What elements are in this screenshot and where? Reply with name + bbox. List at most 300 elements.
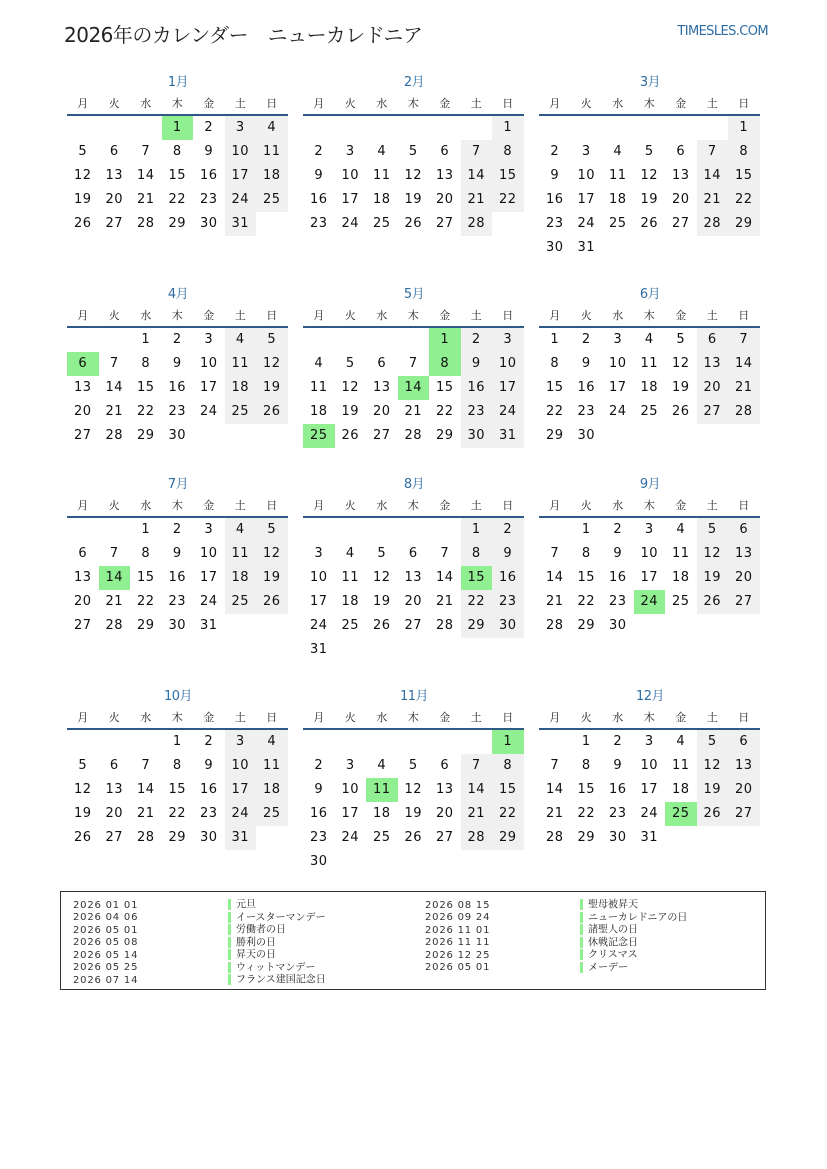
day-cell[interactable]: 23 bbox=[461, 400, 493, 424]
day-cell[interactable]: 3 bbox=[314, 546, 324, 561]
day-cell[interactable]: 26 bbox=[697, 802, 729, 826]
day-cell[interactable]: 21 bbox=[545, 594, 564, 609]
day-cell[interactable]: 8 bbox=[141, 546, 151, 561]
day-cell[interactable]: 28 bbox=[545, 830, 564, 845]
day-cell[interactable]: 29 bbox=[136, 428, 155, 443]
day-cell[interactable]: 6 bbox=[440, 758, 450, 773]
day-cell[interactable]: 30 bbox=[309, 854, 328, 869]
day-cell[interactable]: 29 bbox=[577, 830, 596, 845]
day-cell[interactable]: 30 bbox=[545, 240, 564, 255]
day-cell[interactable]: 14 bbox=[435, 570, 454, 585]
day-cell[interactable]: 15 bbox=[136, 380, 155, 395]
holiday-day-cell[interactable]: 15 bbox=[461, 566, 493, 590]
day-cell[interactable]: 1 bbox=[461, 518, 493, 542]
day-cell[interactable]: 26 bbox=[256, 400, 288, 424]
day-cell[interactable]: 5 bbox=[676, 332, 686, 347]
day-cell[interactable]: 19 bbox=[697, 566, 729, 590]
day-cell[interactable]: 23 bbox=[608, 594, 627, 609]
day-cell[interactable]: 25 bbox=[372, 216, 391, 231]
day-cell[interactable]: 4 bbox=[377, 758, 387, 773]
day-cell[interactable]: 31 bbox=[225, 212, 257, 236]
day-cell[interactable]: 26 bbox=[73, 830, 92, 845]
day-cell[interactable]: 8 bbox=[581, 758, 591, 773]
day-cell[interactable]: 5 bbox=[697, 518, 729, 542]
day-cell[interactable]: 27 bbox=[404, 618, 423, 633]
day-cell[interactable]: 19 bbox=[697, 778, 729, 802]
day-cell[interactable]: 28 bbox=[136, 830, 155, 845]
day-cell[interactable]: 18 bbox=[256, 778, 288, 802]
day-cell[interactable]: 26 bbox=[671, 404, 690, 419]
day-cell[interactable]: 22 bbox=[545, 404, 564, 419]
day-cell[interactable]: 16 bbox=[168, 570, 187, 585]
day-cell[interactable]: 8 bbox=[728, 140, 760, 164]
day-cell[interactable]: 11 bbox=[671, 546, 690, 561]
day-cell[interactable]: 28 bbox=[404, 428, 423, 443]
day-cell[interactable]: 27 bbox=[105, 830, 124, 845]
day-cell[interactable]: 26 bbox=[697, 590, 729, 614]
holiday-day-cell[interactable]: 11 bbox=[366, 778, 398, 802]
day-cell[interactable]: 2 bbox=[613, 734, 623, 749]
day-cell[interactable]: 9 bbox=[581, 356, 591, 371]
day-cell[interactable]: 20 bbox=[372, 404, 391, 419]
day-cell[interactable]: 14 bbox=[136, 782, 155, 797]
day-cell[interactable]: 16 bbox=[492, 566, 524, 590]
day-cell[interactable]: 4 bbox=[644, 332, 654, 347]
day-cell[interactable]: 1 bbox=[581, 522, 591, 537]
day-cell[interactable]: 31 bbox=[199, 618, 218, 633]
day-cell[interactable]: 29 bbox=[728, 212, 760, 236]
day-cell[interactable]: 19 bbox=[404, 192, 423, 207]
day-cell[interactable]: 1 bbox=[550, 332, 560, 347]
day-cell[interactable]: 4 bbox=[345, 546, 355, 561]
day-cell[interactable]: 13 bbox=[671, 168, 690, 183]
day-cell[interactable]: 9 bbox=[461, 352, 493, 376]
day-cell[interactable]: 27 bbox=[73, 618, 92, 633]
day-cell[interactable]: 27 bbox=[105, 216, 124, 231]
day-cell[interactable]: 23 bbox=[168, 404, 187, 419]
day-cell[interactable]: 7 bbox=[109, 546, 119, 561]
day-cell[interactable]: 20 bbox=[435, 806, 454, 821]
day-cell[interactable]: 16 bbox=[577, 380, 596, 395]
day-cell[interactable]: 23 bbox=[199, 192, 218, 207]
day-cell[interactable]: 22 bbox=[492, 802, 524, 826]
day-cell[interactable]: 8 bbox=[550, 356, 560, 371]
day-cell[interactable]: 19 bbox=[256, 376, 288, 400]
day-cell[interactable]: 20 bbox=[73, 594, 92, 609]
day-cell[interactable]: 23 bbox=[577, 404, 596, 419]
day-cell[interactable]: 30 bbox=[199, 830, 218, 845]
day-cell[interactable]: 13 bbox=[435, 168, 454, 183]
day-cell[interactable]: 6 bbox=[78, 546, 88, 561]
day-cell[interactable]: 10 bbox=[577, 168, 596, 183]
day-cell[interactable]: 7 bbox=[728, 328, 760, 352]
day-cell[interactable]: 10 bbox=[608, 356, 627, 371]
day-cell[interactable]: 6 bbox=[377, 356, 387, 371]
day-cell[interactable]: 9 bbox=[204, 758, 214, 773]
day-cell[interactable]: 30 bbox=[608, 618, 627, 633]
day-cell[interactable]: 26 bbox=[404, 216, 423, 231]
day-cell[interactable]: 21 bbox=[105, 404, 124, 419]
day-cell[interactable]: 10 bbox=[640, 758, 659, 773]
day-cell[interactable]: 17 bbox=[492, 376, 524, 400]
day-cell[interactable]: 6 bbox=[440, 144, 450, 159]
day-cell[interactable]: 20 bbox=[697, 376, 729, 400]
day-cell[interactable]: 8 bbox=[581, 546, 591, 561]
day-cell[interactable]: 7 bbox=[461, 754, 493, 778]
day-cell[interactable]: 15 bbox=[728, 164, 760, 188]
day-cell[interactable]: 1 bbox=[581, 734, 591, 749]
day-cell[interactable]: 18 bbox=[640, 380, 659, 395]
day-cell[interactable]: 3 bbox=[613, 332, 623, 347]
day-cell[interactable]: 9 bbox=[492, 542, 524, 566]
day-cell[interactable]: 21 bbox=[136, 806, 155, 821]
day-cell[interactable]: 24 bbox=[341, 216, 360, 231]
day-cell[interactable]: 29 bbox=[461, 614, 493, 638]
day-cell[interactable]: 16 bbox=[309, 192, 328, 207]
day-cell[interactable]: 5 bbox=[377, 546, 387, 561]
holiday-day-cell[interactable]: 1 bbox=[162, 116, 194, 140]
day-cell[interactable]: 9 bbox=[204, 144, 214, 159]
day-cell[interactable]: 15 bbox=[168, 168, 187, 183]
day-cell[interactable]: 27 bbox=[435, 830, 454, 845]
day-cell[interactable]: 12 bbox=[73, 168, 92, 183]
day-cell[interactable]: 12 bbox=[256, 352, 288, 376]
holiday-day-cell[interactable]: 25 bbox=[303, 424, 335, 448]
day-cell[interactable]: 5 bbox=[408, 758, 418, 773]
day-cell[interactable]: 16 bbox=[461, 376, 493, 400]
day-cell[interactable]: 15 bbox=[435, 380, 454, 395]
day-cell[interactable]: 11 bbox=[256, 754, 288, 778]
day-cell[interactable]: 27 bbox=[671, 216, 690, 231]
day-cell[interactable]: 22 bbox=[435, 404, 454, 419]
day-cell[interactable]: 26 bbox=[404, 830, 423, 845]
day-cell[interactable]: 15 bbox=[492, 164, 524, 188]
day-cell[interactable]: 14 bbox=[545, 782, 564, 797]
day-cell[interactable]: 14 bbox=[461, 778, 493, 802]
day-cell[interactable]: 4 bbox=[314, 356, 324, 371]
day-cell[interactable]: 7 bbox=[697, 140, 729, 164]
day-cell[interactable]: 15 bbox=[577, 782, 596, 797]
day-cell[interactable]: 16 bbox=[168, 380, 187, 395]
day-cell[interactable]: 4 bbox=[676, 734, 686, 749]
day-cell[interactable]: 18 bbox=[608, 192, 627, 207]
day-cell[interactable]: 10 bbox=[640, 546, 659, 561]
day-cell[interactable]: 21 bbox=[105, 594, 124, 609]
day-cell[interactable]: 31 bbox=[309, 642, 328, 657]
day-cell[interactable]: 10 bbox=[199, 356, 218, 371]
day-cell[interactable]: 19 bbox=[372, 594, 391, 609]
day-cell[interactable]: 29 bbox=[492, 826, 524, 850]
day-cell[interactable]: 9 bbox=[314, 168, 324, 183]
day-cell[interactable]: 11 bbox=[225, 542, 257, 566]
day-cell[interactable]: 28 bbox=[105, 428, 124, 443]
day-cell[interactable]: 14 bbox=[105, 380, 124, 395]
day-cell[interactable]: 15 bbox=[168, 782, 187, 797]
day-cell[interactable]: 25 bbox=[341, 618, 360, 633]
day-cell[interactable]: 12 bbox=[404, 782, 423, 797]
day-cell[interactable]: 10 bbox=[199, 546, 218, 561]
day-cell[interactable]: 17 bbox=[640, 782, 659, 797]
day-cell[interactable]: 6 bbox=[697, 328, 729, 352]
day-cell[interactable]: 28 bbox=[545, 618, 564, 633]
day-cell[interactable]: 17 bbox=[199, 570, 218, 585]
day-cell[interactable]: 18 bbox=[372, 192, 391, 207]
day-cell[interactable]: 14 bbox=[136, 168, 155, 183]
day-cell[interactable]: 19 bbox=[256, 566, 288, 590]
day-cell[interactable]: 21 bbox=[728, 376, 760, 400]
day-cell[interactable]: 2 bbox=[204, 120, 214, 135]
day-cell[interactable]: 21 bbox=[545, 806, 564, 821]
day-cell[interactable]: 12 bbox=[73, 782, 92, 797]
day-cell[interactable]: 12 bbox=[697, 542, 729, 566]
day-cell[interactable]: 25 bbox=[372, 830, 391, 845]
day-cell[interactable]: 4 bbox=[256, 730, 288, 754]
day-cell[interactable]: 28 bbox=[105, 618, 124, 633]
day-cell[interactable]: 5 bbox=[345, 356, 355, 371]
day-cell[interactable]: 15 bbox=[577, 570, 596, 585]
day-cell[interactable]: 4 bbox=[225, 518, 257, 542]
day-cell[interactable]: 7 bbox=[141, 758, 151, 773]
day-cell[interactable]: 13 bbox=[697, 352, 729, 376]
day-cell[interactable]: 3 bbox=[581, 144, 591, 159]
day-cell[interactable]: 29 bbox=[136, 618, 155, 633]
day-cell[interactable]: 1 bbox=[728, 116, 760, 140]
day-cell[interactable]: 18 bbox=[256, 164, 288, 188]
holiday-day-cell[interactable]: 25 bbox=[665, 802, 697, 826]
day-cell[interactable]: 2 bbox=[172, 332, 182, 347]
day-cell[interactable]: 12 bbox=[404, 168, 423, 183]
day-cell[interactable]: 26 bbox=[341, 428, 360, 443]
day-cell[interactable]: 13 bbox=[728, 542, 760, 566]
day-cell[interactable]: 30 bbox=[461, 424, 493, 448]
day-cell[interactable]: 15 bbox=[545, 380, 564, 395]
day-cell[interactable]: 7 bbox=[408, 356, 418, 371]
day-cell[interactable]: 2 bbox=[492, 518, 524, 542]
day-cell[interactable]: 30 bbox=[492, 614, 524, 638]
day-cell[interactable]: 16 bbox=[545, 192, 564, 207]
day-cell[interactable]: 14 bbox=[545, 570, 564, 585]
day-cell[interactable]: 19 bbox=[640, 192, 659, 207]
holiday-day-cell[interactable]: 1 bbox=[429, 328, 461, 352]
day-cell[interactable]: 20 bbox=[404, 594, 423, 609]
day-cell[interactable]: 13 bbox=[105, 782, 124, 797]
day-cell[interactable]: 18 bbox=[225, 376, 257, 400]
day-cell[interactable]: 8 bbox=[172, 144, 182, 159]
day-cell[interactable]: 1 bbox=[141, 332, 151, 347]
day-cell[interactable]: 12 bbox=[640, 168, 659, 183]
day-cell[interactable]: 10 bbox=[492, 352, 524, 376]
day-cell[interactable]: 19 bbox=[404, 806, 423, 821]
day-cell[interactable]: 8 bbox=[492, 754, 524, 778]
day-cell[interactable]: 29 bbox=[545, 428, 564, 443]
day-cell[interactable]: 24 bbox=[199, 404, 218, 419]
day-cell[interactable]: 25 bbox=[640, 404, 659, 419]
day-cell[interactable]: 6 bbox=[728, 518, 760, 542]
holiday-day-cell[interactable]: 6 bbox=[67, 352, 99, 376]
day-cell[interactable]: 7 bbox=[550, 546, 560, 561]
day-cell[interactable]: 27 bbox=[372, 428, 391, 443]
day-cell[interactable]: 2 bbox=[314, 144, 324, 159]
day-cell[interactable]: 13 bbox=[73, 380, 92, 395]
day-cell[interactable]: 8 bbox=[141, 356, 151, 371]
day-cell[interactable]: 11 bbox=[225, 352, 257, 376]
day-cell[interactable]: 2 bbox=[581, 332, 591, 347]
day-cell[interactable]: 2 bbox=[314, 758, 324, 773]
day-cell[interactable]: 30 bbox=[168, 428, 187, 443]
day-cell[interactable]: 22 bbox=[577, 594, 596, 609]
day-cell[interactable]: 21 bbox=[435, 594, 454, 609]
day-cell[interactable]: 24 bbox=[309, 618, 328, 633]
day-cell[interactable]: 29 bbox=[168, 830, 187, 845]
day-cell[interactable]: 22 bbox=[168, 192, 187, 207]
day-cell[interactable]: 13 bbox=[73, 570, 92, 585]
day-cell[interactable]: 4 bbox=[613, 144, 623, 159]
day-cell[interactable]: 24 bbox=[492, 400, 524, 424]
day-cell[interactable]: 10 bbox=[225, 140, 257, 164]
day-cell[interactable]: 19 bbox=[341, 404, 360, 419]
day-cell[interactable]: 4 bbox=[676, 522, 686, 537]
day-cell[interactable]: 10 bbox=[309, 570, 328, 585]
day-cell[interactable]: 25 bbox=[608, 216, 627, 231]
holiday-day-cell[interactable]: 8 bbox=[429, 352, 461, 376]
day-cell[interactable]: 13 bbox=[404, 570, 423, 585]
day-cell[interactable]: 7 bbox=[461, 140, 493, 164]
day-cell[interactable]: 3 bbox=[644, 734, 654, 749]
day-cell[interactable]: 22 bbox=[461, 590, 493, 614]
day-cell[interactable]: 25 bbox=[225, 590, 257, 614]
day-cell[interactable]: 12 bbox=[697, 754, 729, 778]
day-cell[interactable]: 6 bbox=[109, 144, 119, 159]
day-cell[interactable]: 17 bbox=[341, 192, 360, 207]
day-cell[interactable]: 24 bbox=[225, 188, 257, 212]
day-cell[interactable]: 28 bbox=[435, 618, 454, 633]
day-cell[interactable]: 3 bbox=[204, 522, 214, 537]
day-cell[interactable]: 14 bbox=[461, 164, 493, 188]
day-cell[interactable]: 17 bbox=[577, 192, 596, 207]
day-cell[interactable]: 26 bbox=[640, 216, 659, 231]
day-cell[interactable]: 7 bbox=[109, 356, 119, 371]
day-cell[interactable]: 21 bbox=[461, 802, 493, 826]
day-cell[interactable]: 30 bbox=[608, 830, 627, 845]
day-cell[interactable]: 21 bbox=[136, 192, 155, 207]
day-cell[interactable]: 2 bbox=[204, 734, 214, 749]
day-cell[interactable]: 14 bbox=[728, 352, 760, 376]
day-cell[interactable]: 11 bbox=[608, 168, 627, 183]
day-cell[interactable]: 2 bbox=[172, 522, 182, 537]
day-cell[interactable]: 9 bbox=[172, 356, 182, 371]
day-cell[interactable]: 25 bbox=[256, 802, 288, 826]
day-cell[interactable]: 24 bbox=[199, 594, 218, 609]
day-cell[interactable]: 23 bbox=[199, 806, 218, 821]
day-cell[interactable]: 3 bbox=[644, 522, 654, 537]
day-cell[interactable]: 29 bbox=[168, 216, 187, 231]
day-cell[interactable]: 17 bbox=[199, 380, 218, 395]
day-cell[interactable]: 20 bbox=[435, 192, 454, 207]
day-cell[interactable]: 27 bbox=[73, 428, 92, 443]
day-cell[interactable]: 31 bbox=[577, 240, 596, 255]
day-cell[interactable]: 31 bbox=[640, 830, 659, 845]
day-cell[interactable]: 16 bbox=[199, 168, 218, 183]
day-cell[interactable]: 13 bbox=[435, 782, 454, 797]
day-cell[interactable]: 24 bbox=[640, 806, 659, 821]
day-cell[interactable]: 5 bbox=[256, 328, 288, 352]
day-cell[interactable]: 23 bbox=[545, 216, 564, 231]
day-cell[interactable]: 25 bbox=[256, 188, 288, 212]
day-cell[interactable]: 4 bbox=[225, 328, 257, 352]
day-cell[interactable]: 20 bbox=[73, 404, 92, 419]
day-cell[interactable]: 3 bbox=[345, 144, 355, 159]
day-cell[interactable]: 11 bbox=[341, 570, 360, 585]
day-cell[interactable]: 15 bbox=[492, 778, 524, 802]
day-cell[interactable]: 5 bbox=[78, 144, 88, 159]
day-cell[interactable]: 10 bbox=[341, 782, 360, 797]
day-cell[interactable]: 8 bbox=[461, 542, 493, 566]
day-cell[interactable]: 9 bbox=[613, 546, 623, 561]
day-cell[interactable]: 17 bbox=[608, 380, 627, 395]
day-cell[interactable]: 20 bbox=[105, 806, 124, 821]
day-cell[interactable]: 11 bbox=[256, 140, 288, 164]
day-cell[interactable]: 24 bbox=[608, 404, 627, 419]
day-cell[interactable]: 7 bbox=[550, 758, 560, 773]
day-cell[interactable]: 29 bbox=[577, 618, 596, 633]
day-cell[interactable]: 16 bbox=[608, 570, 627, 585]
day-cell[interactable]: 26 bbox=[372, 618, 391, 633]
day-cell[interactable]: 28 bbox=[697, 212, 729, 236]
day-cell[interactable]: 5 bbox=[644, 144, 654, 159]
day-cell[interactable]: 11 bbox=[671, 758, 690, 773]
day-cell[interactable]: 28 bbox=[136, 216, 155, 231]
day-cell[interactable]: 10 bbox=[225, 754, 257, 778]
day-cell[interactable]: 5 bbox=[697, 730, 729, 754]
day-cell[interactable]: 29 bbox=[435, 428, 454, 443]
day-cell[interactable]: 8 bbox=[172, 758, 182, 773]
day-cell[interactable]: 20 bbox=[728, 566, 760, 590]
day-cell[interactable]: 19 bbox=[73, 806, 92, 821]
day-cell[interactable]: 6 bbox=[109, 758, 119, 773]
day-cell[interactable]: 18 bbox=[341, 594, 360, 609]
day-cell[interactable]: 23 bbox=[492, 590, 524, 614]
day-cell[interactable]: 11 bbox=[309, 380, 328, 395]
day-cell[interactable]: 28 bbox=[728, 400, 760, 424]
day-cell[interactable]: 28 bbox=[461, 826, 493, 850]
day-cell[interactable]: 18 bbox=[309, 404, 328, 419]
day-cell[interactable]: 23 bbox=[309, 830, 328, 845]
day-cell[interactable]: 7 bbox=[440, 546, 450, 561]
day-cell[interactable]: 12 bbox=[372, 570, 391, 585]
day-cell[interactable]: 22 bbox=[577, 806, 596, 821]
day-cell[interactable]: 24 bbox=[577, 216, 596, 231]
day-cell[interactable]: 17 bbox=[225, 164, 257, 188]
day-cell[interactable]: 17 bbox=[640, 570, 659, 585]
day-cell[interactable]: 16 bbox=[608, 782, 627, 797]
day-cell[interactable]: 23 bbox=[608, 806, 627, 821]
day-cell[interactable]: 21 bbox=[461, 188, 493, 212]
day-cell[interactable]: 31 bbox=[225, 826, 257, 850]
day-cell[interactable]: 16 bbox=[199, 782, 218, 797]
day-cell[interactable]: 23 bbox=[309, 216, 328, 231]
day-cell[interactable]: 26 bbox=[73, 216, 92, 231]
day-cell[interactable]: 27 bbox=[728, 802, 760, 826]
day-cell[interactable]: 12 bbox=[256, 542, 288, 566]
day-cell[interactable]: 7 bbox=[141, 144, 151, 159]
day-cell[interactable]: 22 bbox=[728, 188, 760, 212]
day-cell[interactable]: 31 bbox=[492, 424, 524, 448]
day-cell[interactable]: 18 bbox=[225, 566, 257, 590]
day-cell[interactable]: 1 bbox=[141, 522, 151, 537]
day-cell[interactable]: 9 bbox=[550, 168, 560, 183]
day-cell[interactable]: 27 bbox=[728, 590, 760, 614]
day-cell[interactable]: 8 bbox=[492, 140, 524, 164]
